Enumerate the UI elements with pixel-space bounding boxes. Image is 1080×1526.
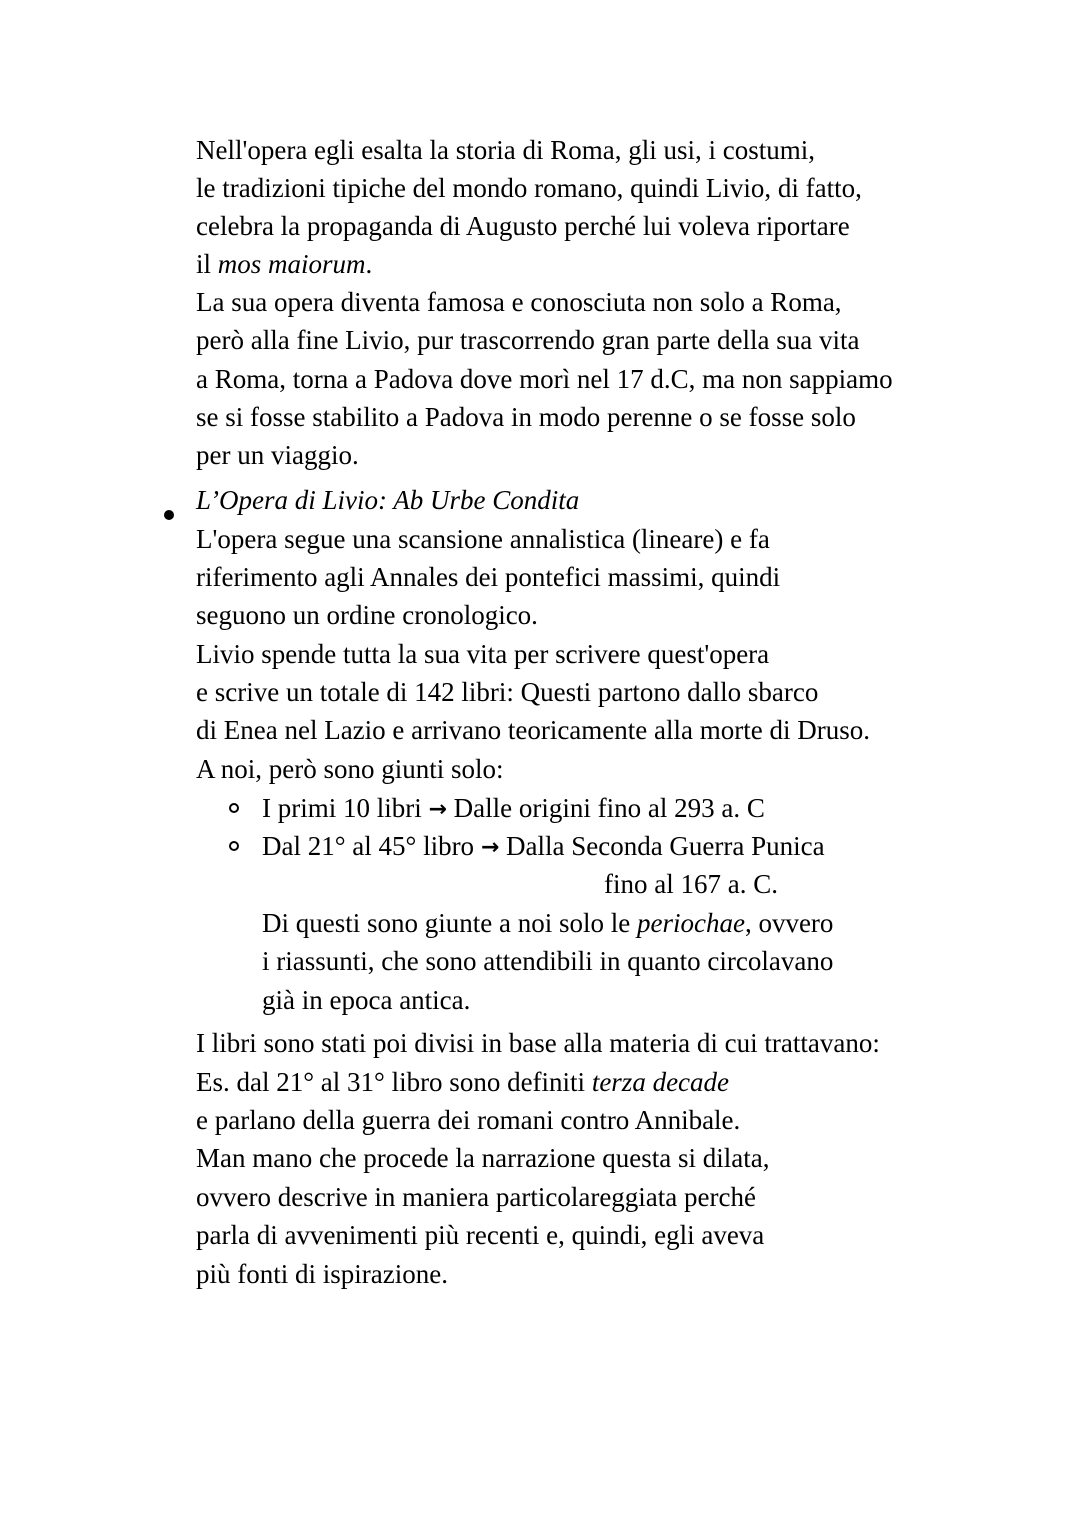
paragraph-line: più fonti di ispirazione. — [196, 1259, 448, 1289]
paragraph-line: parla di avvenimenti più recenti e, quindi, egli aveva — [196, 1220, 765, 1250]
text-fragment: Es. dal 21° al 31° libro sono definiti — [196, 1067, 592, 1097]
paragraph-line: di Enea nel Lazio e arrivano teoricamente alla morte di Druso. — [196, 715, 870, 745]
text-fragment: Di questi sono giunte a noi solo le — [262, 908, 637, 938]
list-item-label: Dal 21° al 45° libro — [262, 831, 475, 861]
paragraph-line: a Roma, torna a Padova dove morì nel 17 d.C, ma non sappiamo — [196, 364, 893, 394]
paragraph-line — [196, 1063, 729, 1101]
paragraph-line: ovvero descrive in maniera particolareggiata perché — [196, 1182, 756, 1212]
paragraph-line: L'opera segue una scansione annalistica (lineare) e fa — [196, 524, 770, 554]
note-line: i riassunti, che sono attendibili in quanto circolavano — [262, 946, 834, 976]
list-item-label: I primi 10 libri — [262, 793, 422, 823]
paragraph-line — [196, 245, 372, 283]
arrow-right-icon: → — [480, 835, 500, 860]
text-fragment: . — [365, 249, 373, 279]
list-item — [262, 789, 765, 827]
paragraph-line: per un viaggio. — [196, 440, 359, 470]
note-line — [262, 904, 833, 942]
circle-bullet-icon — [229, 841, 239, 851]
paragraph-line: e scrive un totale di 142 libri: Questi partono dallo sbarco — [196, 677, 819, 707]
text-fragment: , ovvero — [744, 908, 834, 938]
italic-term: terza decade — [591, 1067, 730, 1097]
list-item — [262, 827, 825, 865]
paragraph-line: Man mano che procede la narrazione questa si dilata, — [196, 1143, 770, 1173]
paragraph-line: celebra la propaganda di Augusto perché lui voleva riportare — [196, 211, 850, 241]
italic-term: periochae — [636, 908, 745, 938]
list-item-continuation: fino al 167 a. C. — [604, 869, 778, 899]
paragraph-line: I libri sono stati poi divisi in base alla materia di cui trattavano: — [196, 1028, 880, 1058]
paragraph-line: seguono un ordine cronologico. — [196, 600, 538, 630]
list-item-detail: Dalla Seconda Guerra Punica — [506, 831, 825, 861]
text-fragment: il — [196, 249, 218, 279]
paragraph-line: e parlano della guerra dei romani contro Annibale. — [196, 1105, 741, 1135]
paragraph-line: se si fosse stabilito a Padova in modo perenne o se fosse solo — [196, 402, 856, 432]
list-item-detail: Dalle origini fino al 293 a. C — [453, 793, 765, 823]
paragraph-line: La sua opera diventa famosa e conosciuta non solo a Roma, — [196, 287, 842, 317]
note-line: già in epoca antica. — [262, 985, 471, 1015]
paragraph-line: Livio spende tutta la sua vita per scrivere quest'opera — [196, 639, 770, 669]
section-heading: L’Opera di Livio: Ab Urbe Condita — [196, 485, 580, 515]
paragraph-line: le tradizioni tipiche del mondo romano, quindi Livio, di fatto, — [196, 173, 862, 203]
paragraph-line: però alla fine Livio, pur trascorrendo gran parte della sua vita — [196, 325, 860, 355]
arrow-right-icon: → — [428, 797, 447, 822]
paragraph-line: riferimento agli Annales dei pontefici massimi, quindi — [196, 562, 781, 592]
paragraph-line: Nell'opera egli esalta la storia di Roma, gli usi, i costumi, — [196, 135, 815, 165]
bullet-icon — [164, 510, 174, 520]
paragraph-line: A noi, però sono giunti solo: — [196, 754, 504, 784]
italic-term: mos maiorum — [217, 249, 366, 279]
circle-bullet-icon — [229, 803, 239, 813]
